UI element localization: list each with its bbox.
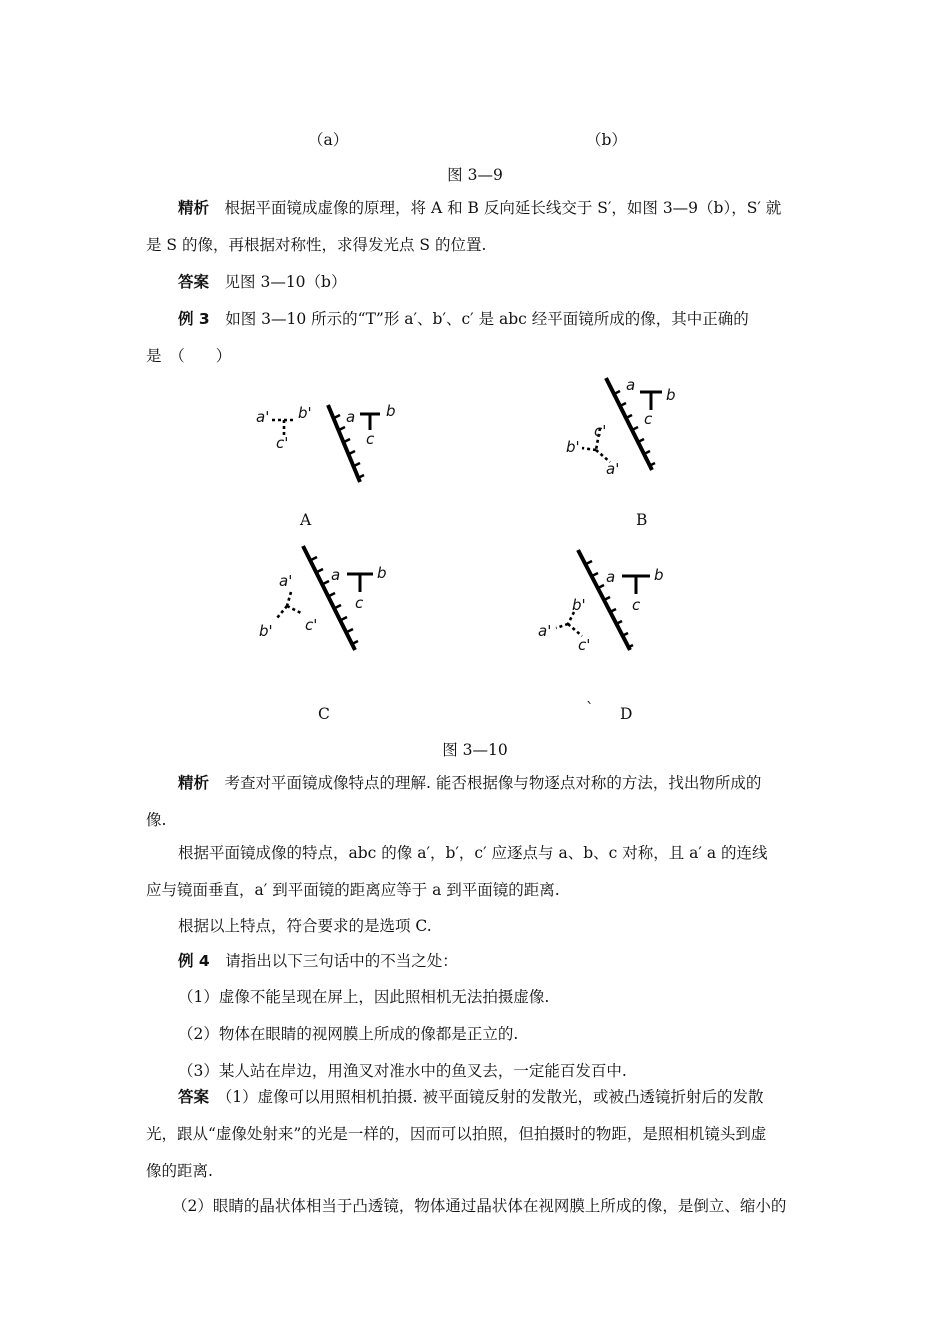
label-b-prime: b' bbox=[259, 622, 273, 640]
label-answer: 答案 bbox=[178, 273, 210, 291]
label-a: a bbox=[346, 408, 356, 426]
label-answer-2: 答案 bbox=[178, 1088, 210, 1106]
answer-1-text: 见图 3—10（b） bbox=[224, 273, 347, 291]
label-analysis: 精析 bbox=[178, 199, 210, 217]
analysis-3-line-2: 应与镜面垂直，a′ 到平面镜的距离应等于 a 到平面镜的距离. bbox=[146, 881, 560, 899]
label-c: c bbox=[355, 594, 364, 612]
paragraph-answer-3 bbox=[146, 1188, 808, 1225]
fig39-sub-a: （a） bbox=[308, 131, 349, 149]
figure-option-d-diagram bbox=[526, 544, 686, 664]
fig310-caption: 图 3—10 bbox=[442, 741, 508, 759]
fig39-sub-b: （b） bbox=[586, 131, 627, 149]
paragraph-example-4 bbox=[146, 943, 808, 980]
label-b: b bbox=[666, 386, 676, 404]
label-c: c bbox=[366, 430, 375, 448]
label-a: a bbox=[606, 568, 616, 586]
label-c-prime: c' bbox=[594, 422, 607, 440]
example-4-text: 请指出以下三句话中的不当之处： bbox=[225, 952, 458, 970]
label-c: c bbox=[632, 596, 641, 614]
analysis-2-line-2: 像. bbox=[146, 811, 167, 829]
label-b-prime: b' bbox=[572, 596, 586, 614]
figure-option-c-diagram bbox=[255, 540, 405, 660]
stray-mark: ` bbox=[586, 700, 594, 718]
analysis-1-line-1: 根据平面镜成虚像的原理，将 A 和 B 反向延长线交于 S′，如图 3—9（b），S′ 就 bbox=[224, 199, 782, 217]
label-example-4: 例 4 bbox=[178, 952, 210, 970]
option-d-label: D bbox=[620, 705, 633, 723]
label-a-prime: a' bbox=[538, 622, 552, 640]
figure-option-b-diagram bbox=[556, 370, 696, 490]
analysis-2-line-1: 考查对平面镜成像特点的理解. 能否根据像与物逐点对称的方法，找出物所成的 bbox=[224, 774, 762, 792]
example-4-items bbox=[178, 979, 808, 1090]
paragraph-analysis-1 bbox=[146, 190, 808, 264]
label-c-prime: c' bbox=[305, 616, 318, 634]
label-c-prime: c' bbox=[276, 434, 289, 452]
label-example-3: 例 3 bbox=[178, 310, 210, 328]
label-c-prime: c' bbox=[578, 636, 591, 654]
paragraph-conclusion: 根据以上特点，符合要求的是选项 C. bbox=[178, 917, 432, 935]
label-b-prime: b' bbox=[566, 438, 580, 456]
label-b-prime: b' bbox=[298, 404, 312, 422]
list-item: （2）物体在眼睛的视网膜上所成的像都是正立的. bbox=[178, 1025, 519, 1043]
answer-2-line-3: 像的距离. bbox=[146, 1162, 213, 1180]
label-a-prime: a' bbox=[279, 572, 293, 590]
label-b: b bbox=[377, 564, 387, 582]
fig39-caption: 图 3—9 bbox=[447, 166, 503, 184]
list-item: （3）某人站在岸边，用渔叉对准水中的鱼叉去，一定能百发百中. bbox=[178, 1062, 627, 1080]
answer-2-line-1: （1）虚像可以用照相机拍摄. 被平面镜反射的发散光，或被凸透镜折射后的发散 bbox=[224, 1088, 764, 1106]
analysis-3-line-1: 根据平面镜成像的特点，abc 的像 a′，b′，c′ 应逐点与 a、b、c 对称，且 a′ a 的连线 bbox=[178, 844, 768, 862]
label-b: b bbox=[386, 402, 396, 420]
label-c: c bbox=[644, 410, 653, 428]
label-b: b bbox=[654, 566, 664, 584]
paragraph-answer-1 bbox=[146, 264, 808, 301]
paragraph-analysis-2 bbox=[146, 765, 808, 839]
example-3-line-2: 是 （ ） bbox=[146, 347, 232, 365]
list-item: （1）虚像不能呈现在屏上，因此照相机无法拍摄虚像. bbox=[178, 988, 550, 1006]
answer-3-line-1: （2）眼睛的晶状体相当于凸透镜，物体通过晶状体在视网膜上所成的像，是倒立、缩小的 bbox=[172, 1197, 787, 1215]
paragraph-answer-2 bbox=[146, 1079, 808, 1190]
answer-2-line-2: 光，跟从“虚像处射来”的光是一样的，因而可以拍照，但拍摄时的物距，是照相机镜头到虚 bbox=[146, 1125, 767, 1143]
option-b-label: B bbox=[636, 511, 648, 529]
analysis-1-line-2: 是 S 的像，再根据对称性，求得发光点 S 的位置. bbox=[146, 236, 487, 254]
paragraph-example-3 bbox=[146, 301, 808, 375]
example-3-line-1: 如图 3—10 所示的“T”形 a′、b′、c′ 是 abc 经平面镜所成的像，其中正确的 bbox=[225, 310, 749, 328]
label-analysis-2: 精析 bbox=[178, 774, 210, 792]
label-a-prime: a' bbox=[606, 460, 620, 478]
option-c-label: C bbox=[318, 705, 330, 723]
label-a-prime: a' bbox=[256, 408, 270, 426]
figure-option-a-diagram bbox=[250, 390, 410, 500]
paragraph-analysis-3 bbox=[146, 835, 808, 909]
label-a: a bbox=[626, 376, 636, 394]
option-a-label: A bbox=[300, 511, 312, 529]
label-a: a bbox=[331, 566, 341, 584]
